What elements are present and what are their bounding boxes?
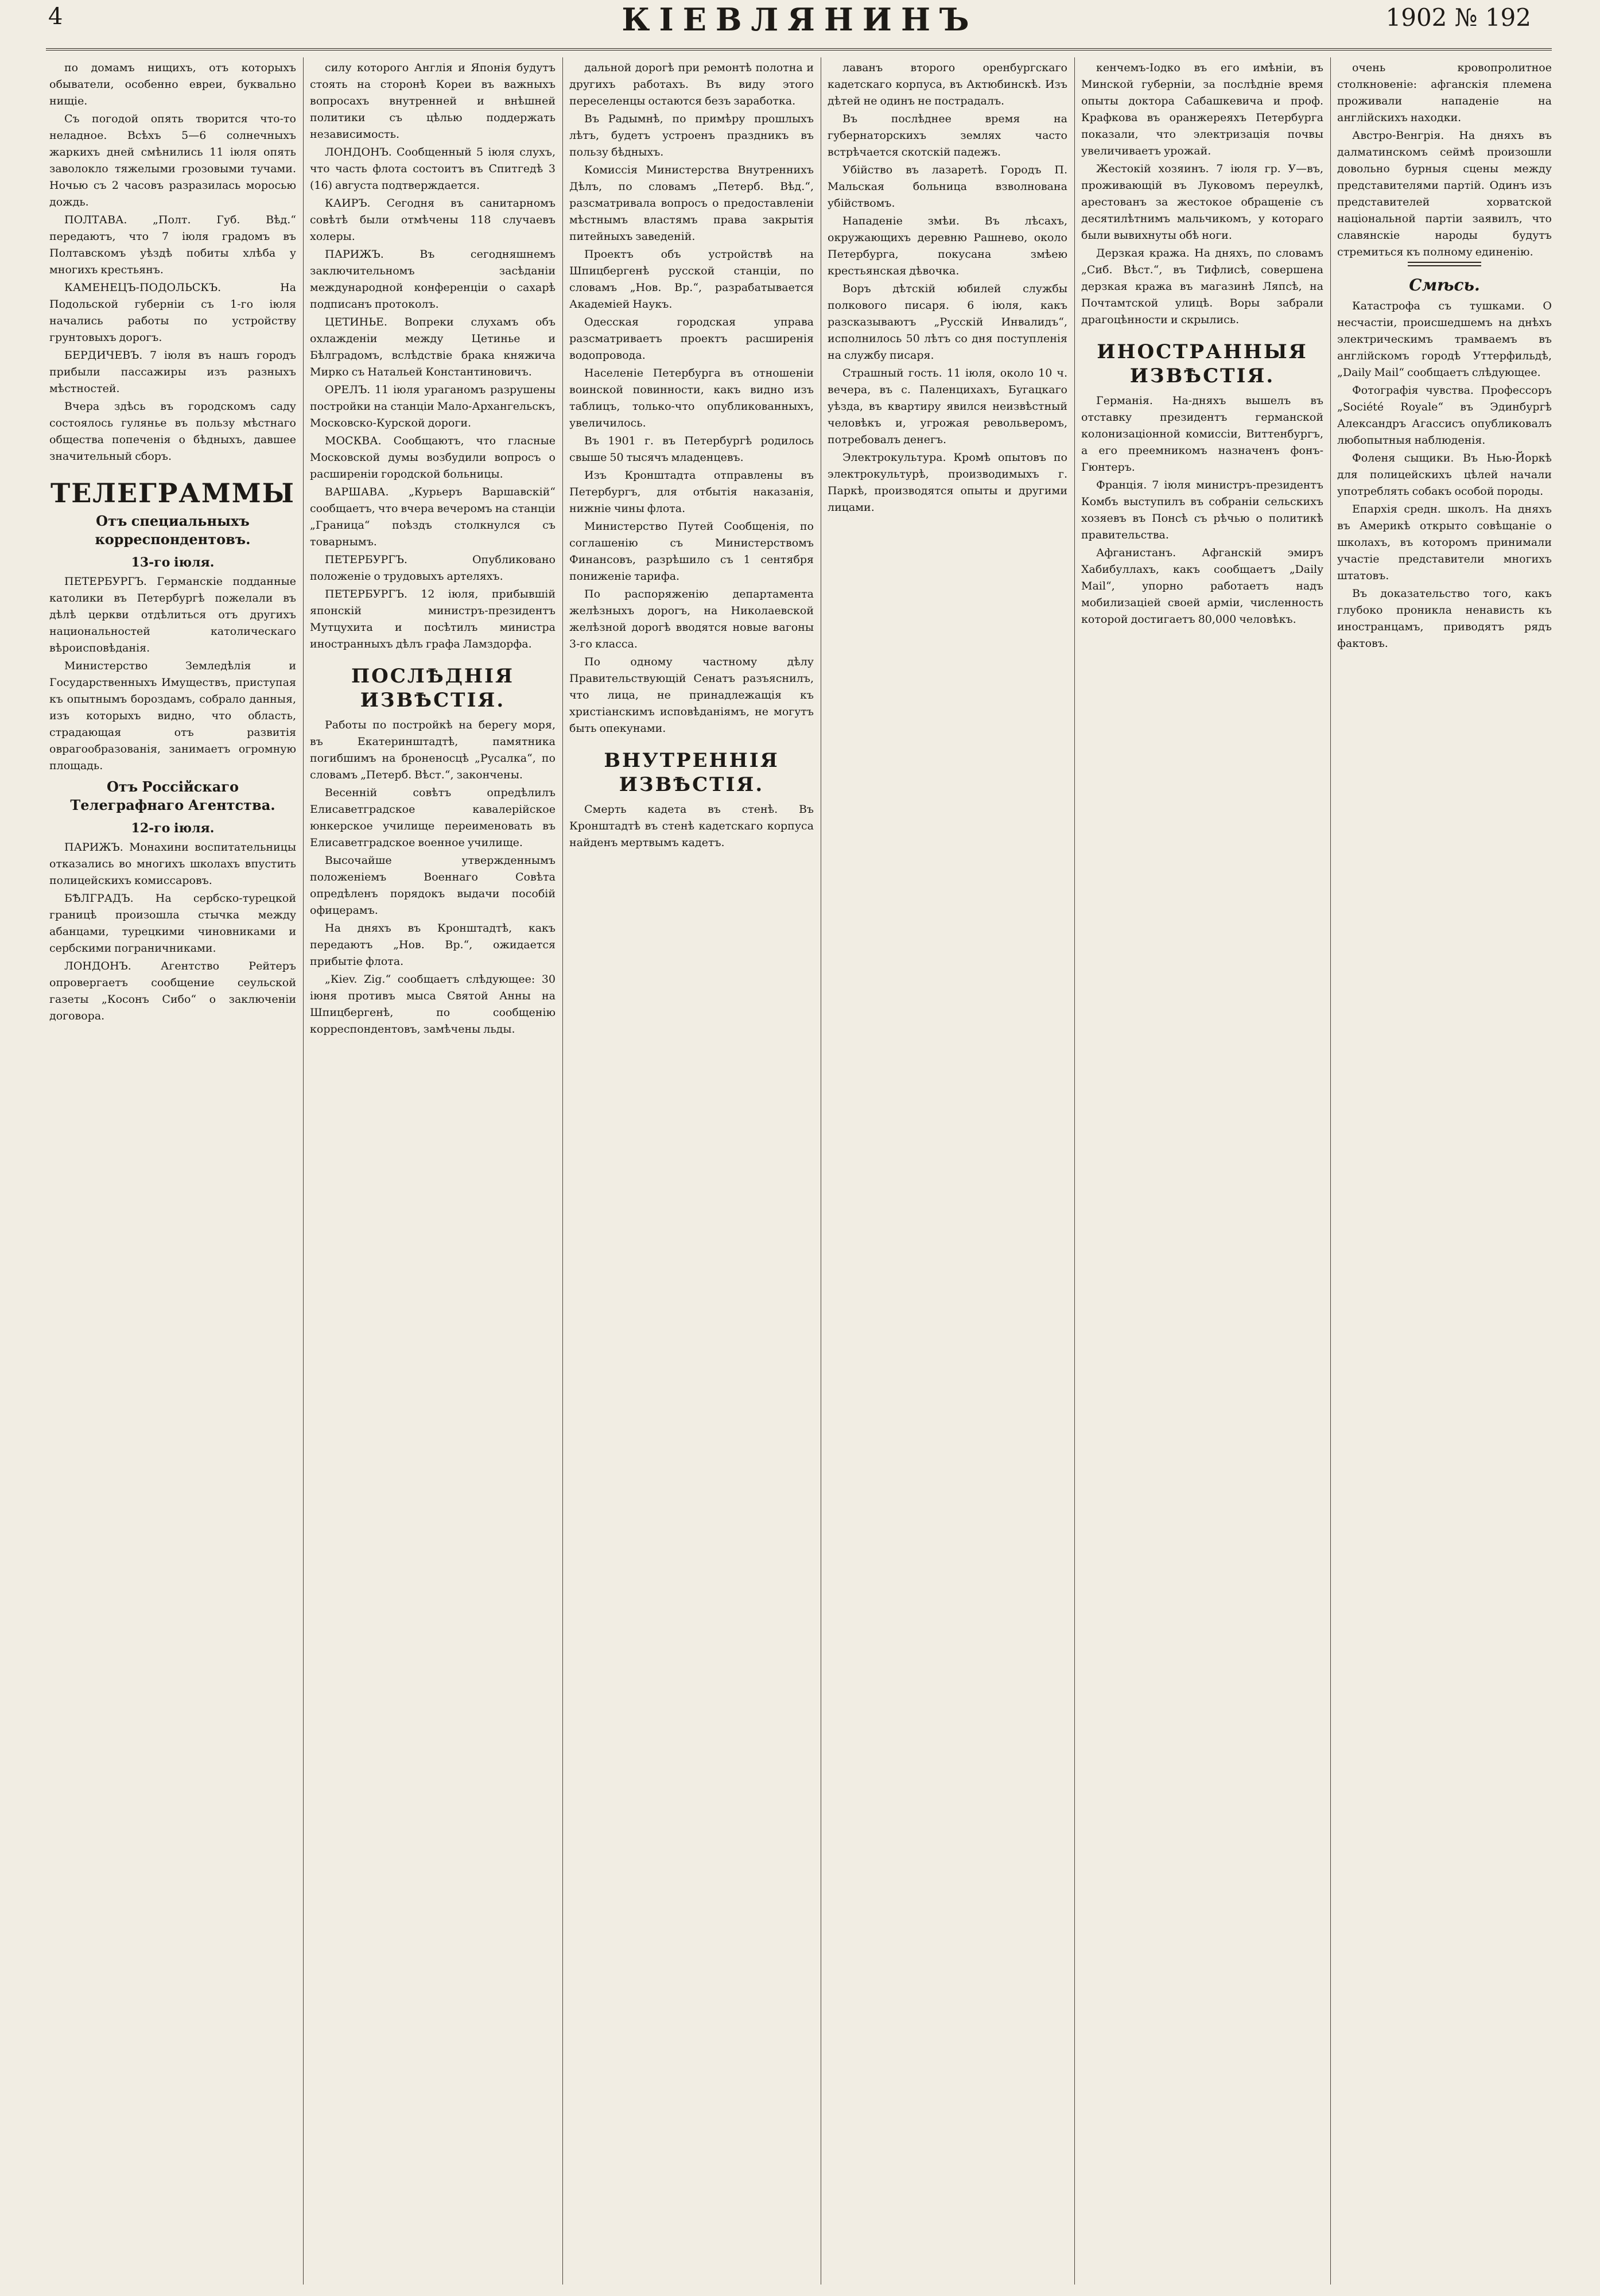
article-paragraph: Высочайше утвержденнымъ положеніемъ Военнаго Совѣта опредѣленъ порядокъ выдачи пособій офицерамъ.	[310, 854, 556, 917]
article-paragraph: ПЕТЕРБУРГЪ. Опубликовано положеніе о трудовыхъ артеляхъ.	[310, 553, 556, 583]
article-paragraph: Убійство въ лазаретѣ. Городъ П. Мальская больница взволнована убійствомъ.	[828, 164, 1067, 210]
article-paragraph: дальной дорогѣ при ремонтѣ полотна и другихъ работахъ. Въ виду этого переселенцы остаются безъ заработка.	[569, 61, 814, 107]
article-paragraph: Министерство Путей Сообщенія, по соглашенію съ Министерствомъ Финансовъ, разрѣшило съ 1 сентября пониженіе тарифа.	[569, 520, 814, 583]
article-paragraph: КАИРЪ. Сегодня въ санитарномъ совѣтѣ были отмѣчены 118 случаевъ холеры.	[310, 197, 556, 243]
article-paragraph: Въ Радымнѣ, по примѣру прошлыхъ лѣтъ, будетъ устроенъ праздникъ въ пользу бѣдныхъ.	[569, 113, 814, 158]
article-paragraph: ЛОНДОНЪ. Агентство Рейтеръ опровергаетъ сообщение сеульской газеты „Косонъ Сибо“ о заключеніи договора.	[49, 960, 296, 1022]
article-paragraph: ЛОНДОНЪ. Сообщенный 5 іюля слухъ, что часть флота состоитъ въ Спитгедѣ 3 (16) августа подтверждается.	[310, 146, 556, 192]
column-divider	[1074, 57, 1075, 2285]
article-paragraph: БѢЛГРАДЪ. На сербско-турецкой границѣ произошла стычка между абанцами, турецкими чиновниками и сербскими пограничниками.	[49, 892, 296, 955]
issue-number: 1902 № 192	[1385, 3, 1531, 32]
article-paragraph: Изъ Кронштадта отправлены въ Петербургъ, для отбытія наказанія, нижніе чины флота.	[569, 469, 814, 515]
article-paragraph: „Кiev. Zig.“ сообщаетъ слѣдующее: 30 іюня противъ мыса Святой Анны на Шпицбергенѣ, по сообщенію корреспондентовъ, замѣчены льды.	[310, 973, 556, 1035]
article-paragraph: Дерзкая кража. На дняхъ, по словамъ „Сиб. Вѣст.“, въ Тифлисѣ, совершена дерзкая кража въ магазинѣ Ляпсѣ, на Почтамтской улицѣ. Воры забрали драгоцѣнности и скрылись.	[1081, 247, 1323, 326]
article-paragraph: Страшный гость. 11 іюля, около 10 ч. вечера, въ с. Паленцихахъ, Бугацкаго уѣзда, въ квартиру явился неизвѣстный человѣкъ и, угрожая револьверомъ, потребовалъ денегъ.	[828, 367, 1067, 446]
article-paragraph: Нападеніе змѣи. Въ лѣсахъ, окружающихъ деревню Рашнево, около Петербурга, покусана змѣею крестьянская дѣвочка.	[828, 215, 1067, 277]
article-paragraph: Вчера здѣсь въ городскомъ саду состоялось гулянье въ пользу мѣстнаго общества попеченія о бѣдныхъ, давшее значительный сборъ.	[49, 400, 296, 463]
article-paragraph: КАМЕНЕЦЪ-ПОДОЛЬСКЪ. На Подольской губерніи съ 1-го іюля начались работы по устройству грунтовыхъ дорогъ.	[49, 281, 296, 344]
section-rule	[1408, 262, 1481, 266]
article-paragraph: Населеніе Петербурга въ отношеніи воинской повинности, какъ видно изъ таблицъ, только-что опубликованныхъ, увеличилось.	[569, 367, 814, 429]
section-heading-telegrams: ТЕЛЕГРАММЫ	[51, 478, 295, 509]
section-subheading: Отъ специальныхъ корреспондентовъ.	[95, 513, 251, 548]
article-paragraph: Франція. 7 іюля министръ-президентъ Комбъ выступилъ въ собраніи сельскихъ хозяевъ въ Понсѣ съ рѣчью о политикѣ правительства.	[1081, 479, 1323, 541]
section-heading-latest: ПОСЛѢДНІЯ ИЗВѢСТІЯ.	[351, 665, 515, 712]
article-paragraph: ОРЕЛЪ. 11 іюля ураганомъ разрушены постройки на станціи Мало-Архангельскъ, Московско-Курской дороги.	[310, 383, 556, 429]
article-paragraph: очень кровопролитное столкновеніе: афганскія племена проживали нападеніе на англійскихъ находки.	[1337, 61, 1552, 124]
article-paragraph: Одесская городская управа разсматриваетъ проектъ расширенія водопровода.	[569, 316, 814, 362]
dateline: 12-го іюля.	[131, 821, 215, 836]
article-paragraph: Воръ дѣтскій юбилей службы полкового писаря. 6 іюля, какъ разсказываютъ „Русскій Инвалидъ“, исполнилось 50 лѣтъ со дня поступленія на службу писаря.	[828, 282, 1067, 362]
article-paragraph: Съ погодой опять творится что-то неладное. Всѣхъ 5—6 солнечныхъ жаркихъ дней смѣнились 11 іюля опять заволокло тяжелыми грозовыми тучами. Ночью съ 2 часовъ разразилась моросью дождь.	[49, 113, 296, 208]
article-paragraph: Фотографія чувства. Профессоръ „Société Royale“ въ Эдинбургѣ Александръ Агассисъ опубликовалъ любопытныя наблюденія.	[1337, 384, 1552, 447]
article-paragraph: Германія. На-дняхъ вышелъ въ отставку президентъ германской колонизаціонной комиссіи, Виттенбургъ, а его преемникомъ назначенъ фонъ-Гюнтеръ.	[1081, 394, 1323, 474]
article-paragraph: ПЕТЕРБУРГЪ. 12 іюля, прибывшій японскій министръ-президентъ Мутцухита и посѣтилъ министра иностранныхъ дѣлъ графа Ламздорфа.	[310, 588, 556, 650]
masthead-rule	[46, 48, 1552, 51]
article-paragraph: лаванъ второго оренбургскаго кадетскаго корпуса, въ Актюбинскѣ. Изъ дѣтей не одинъ не пострадалъ.	[828, 61, 1067, 107]
article-paragraph: по домамъ нищихъ, отъ которыхъ обыватели, особенно евреи, буквально нищіе.	[49, 61, 296, 107]
column-3	[569, 60, 814, 2275]
masthead	[0, 0, 1600, 57]
article-paragraph: Австро-Венгрія. На дняхъ въ далматинскомъ сеймѣ произошли довольно бурныя сцены между представителями партій. Одинъ изъ представителей хорватской національной партіи заявилъ, что славянскіе народы будутъ стремиться къ полному единенію.	[1337, 129, 1552, 258]
article-paragraph: ПАРИЖЪ. Въ сегодняшнемъ заключительномъ засѣданіи международной конференціи о сахарѣ подписанъ протоколъ.	[310, 248, 556, 311]
column-2	[310, 60, 556, 2275]
article-paragraph: ПОЛТАВА. „Полт. Губ. Вѣд.“ передаютъ, что 7 іюля градомъ въ Полтавскомъ уѣздѣ побиты хлѣба у многихъ крестьянъ.	[49, 214, 296, 276]
section-heading-internal: ВНУТРЕННІЯ ИЗВѢСТІЯ.	[604, 749, 779, 796]
article-paragraph: Весенній совѣтъ опредѣлилъ Елисаветградское кавалерійское юнкерское училище переименовать въ Елисаветградское военное училище.	[310, 786, 556, 849]
article-paragraph: ПЕТЕРБУРГЪ. Германскіе подданные католики въ Петербургѣ пожелали въ дѣлѣ церкви отдѣлиться отъ другихъ национальностей католическаго вѣроисповѣданія.	[49, 575, 296, 654]
article-paragraph: Комиссія Министерства Внутреннихъ Дѣлъ, по словамъ „Петерб. Вѣд.“, разсматривала вопросъ о предоставленіи мѣстнымъ властямъ права закрытія питейныхъ заведеній.	[569, 164, 814, 243]
column-divider	[1330, 57, 1331, 2285]
article-paragraph: ПАРИЖЪ. Монахини воспитательницы отказались во многихъ школахъ впустить полицейскихъ комиссаровъ.	[49, 841, 296, 887]
article-paragraph: ЦЕТИНЬЕ. Вопреки слухамъ объ охлажденіи между Цетинье и Бѣлградомъ, вслѣдствіе брака княжича Мирко съ Натальей Константиновичъ.	[310, 316, 556, 378]
column-divider	[303, 57, 304, 2285]
column-1	[49, 60, 296, 2275]
article-paragraph: На дняхъ въ Кронштадтѣ, какъ передаютъ „Нов. Вр.“, ожидается прибытіе флота.	[310, 922, 556, 968]
article-paragraph: Въ 1901 г. въ Петербургѣ родилось свыше 50 тысячъ младенцевъ.	[569, 435, 814, 464]
article-paragraph: ВАРШАВА. „Курьеръ Варшавскій“ сообщаетъ, что вчера вечеромъ на станціи „Граница“ поѣздъ столкнулся съ товарнымъ.	[310, 486, 556, 548]
section-heading-miscellany: Смѣсь.	[1409, 276, 1480, 294]
column-divider	[562, 57, 563, 2285]
article-paragraph: кенчемъ-Іодко въ его имѣніи, въ Минской губерніи, за послѣдніе время опыты доктора Сабашкевича и проф. Крафкова въ оранжереяхъ Петербурга показали, что электризація почвы увеличиваетъ урожай.	[1081, 61, 1323, 157]
column-4	[828, 60, 1067, 2275]
column-6	[1337, 60, 1552, 2275]
article-paragraph: БЕРДИЧЕВЪ. 7 іюля въ нашъ городъ прибыли пассажиры изъ разныхъ мѣстностей.	[49, 349, 296, 395]
article-paragraph: силу которого Англія и Японія будутъ стоять на сторонѣ Кореи въ важныхъ вопросахъ внутренней и внѣшней политики съ цѣлью поддержать независимость.	[310, 61, 556, 141]
article-paragraph: Работы по постройкѣ на берегу моря, въ Екатеринштадтѣ, памятника погибшимъ на броненосцѣ „Русалка“, по словамъ „Петерб. Вѣст.“, закончены.	[310, 719, 556, 781]
article-paragraph: Жестокій хозяинъ. 7 іюля гр. У—въ, проживающій въ Луковомъ переулкѣ, арестованъ за жестокое обращеніе съ десятилѣтнимъ мальчикомъ, у котораго были вывихнуты обѣ ноги.	[1081, 162, 1323, 242]
page-number: 4	[48, 3, 63, 30]
article-paragraph: Министерство Земледѣлія и Государственныхъ Имуществъ, приступая къ опытнымъ бороздамъ, собрало данныя, изъ которыхъ видно, что область, страдающая отъ развитія оврагообразованія, занимаетъ огромную площадь.	[49, 660, 296, 772]
section-heading-foreign: ИНОСТРАННЫЯ ИЗВѢСТІЯ.	[1097, 340, 1308, 387]
article-paragraph: По одному частному дѣлу Правительствующій Сенатъ разъяснилъ, что лица, не принадлежащія къ христіанскимъ исповѣданіямъ, не могутъ быть опекунами.	[569, 656, 814, 735]
article-paragraph: Въ доказательство того, какъ глубоко проникла ненависть къ иностранцамъ, приводятъ рядъ фактовъ.	[1337, 587, 1552, 650]
article-paragraph: По распоряженію департамента желѣзныхъ дорогъ, на Николаевской желѣзной дорогѣ вводятся новые вагоны 3-го класса.	[569, 588, 814, 650]
newspaper-title: КІЕВЛЯНИНЪ	[622, 1, 978, 38]
column-5	[1081, 60, 1323, 2275]
article-paragraph: Фоленя сыщики. Въ Нью-Йоркѣ для полицейскихъ цѣлей начали употреблять собакъ особой породы.	[1337, 452, 1552, 498]
article-paragraph: Афганистанъ. Афганскій эмиръ Хабибуллахъ, какъ сообщаетъ „Daily Mail“, упорно работаетъ надъ мобилизаціей своей арміи, численность которой достигаетъ 80,000 человѣкъ.	[1081, 546, 1323, 626]
section-subheading-agency: Отъ Россійскаго Телеграфнаго Агентства.	[70, 778, 275, 813]
article-paragraph: Епархія средн. школъ. На дняхъ въ Америкѣ открыто совѣщаніе о школахъ, въ которомъ принимали участіе представители многихъ штатовъ.	[1337, 503, 1552, 582]
article-paragraph: Въ послѣднее время на губернаторскихъ землях часто встрѣчается скотскій падежъ.	[828, 113, 1067, 158]
article-paragraph: Проектъ объ устройствѣ на Шпицбергенѣ русской станціи, по словамъ „Нов. Вр.“, разрабатывается Академіей Наукъ.	[569, 248, 814, 311]
article-paragraph: Смерть кадета въ стенѣ. Въ Кронштадтѣ въ стенѣ кадетскаго корпуса найденъ мертвымъ кадетъ.	[569, 803, 814, 849]
article-paragraph: МОСКВА. Сообщаютъ, что гласные Московской думы возбудили вопросъ о расширеніи городской больницы.	[310, 435, 556, 480]
article-paragraph: Электрокультура. Кромѣ опытовъ по электрокультурѣ, производимыхъ г. Паркѣ, производятся опыты и другими лицами.	[828, 451, 1067, 514]
article-paragraph: Катастрофа съ тушками. О несчастіи, происшедшемъ на днѣхъ электрическимъ трамваемъ въ англійскомъ городѣ Уттерфильдѣ, „Daily Mail“ сообщаетъ слѣдующее.	[1337, 300, 1552, 379]
dateline: 13-го іюля.	[131, 555, 215, 570]
